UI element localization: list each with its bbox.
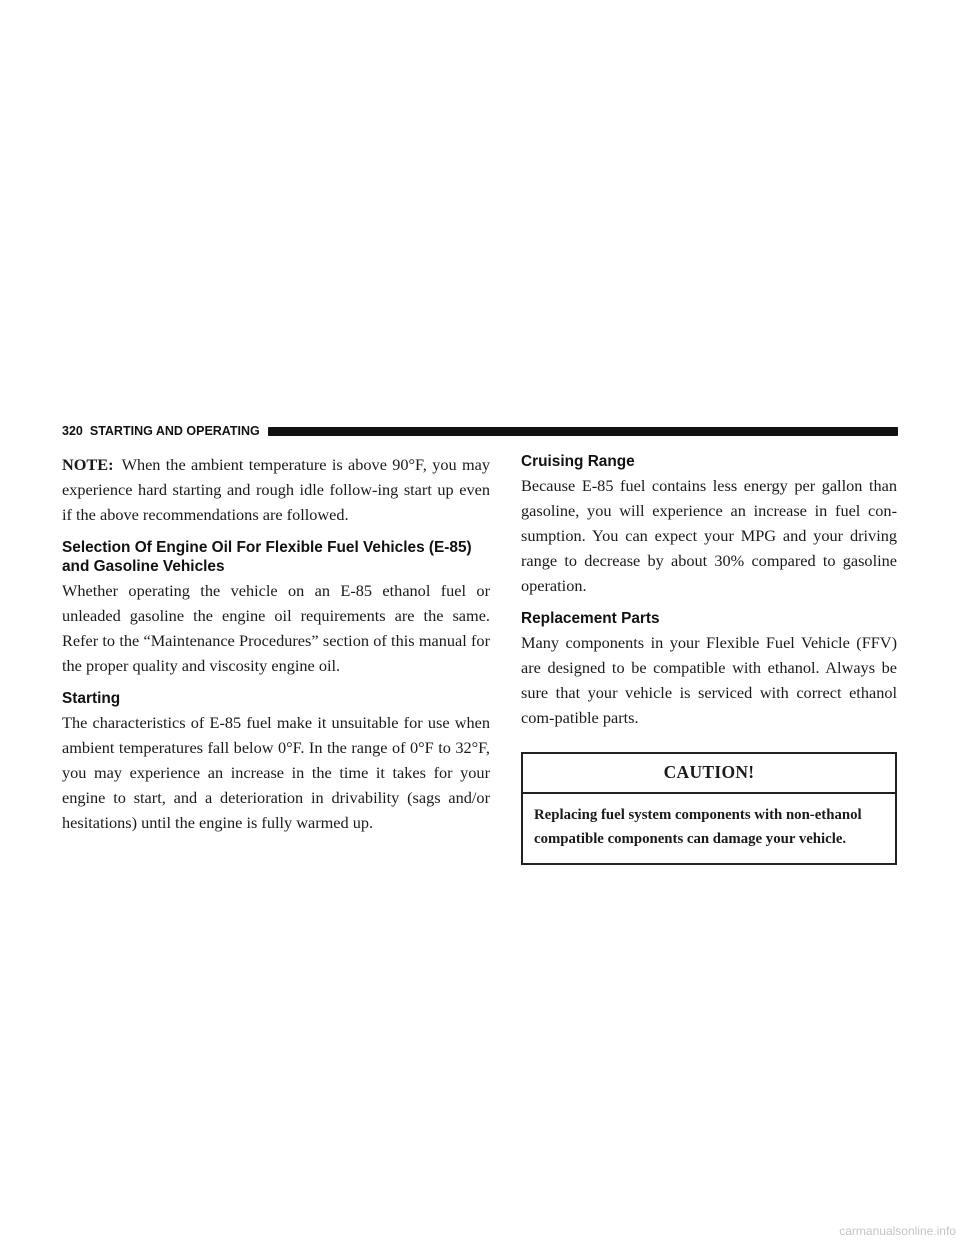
right-column bbox=[521, 452, 897, 865]
caution-title: CAUTION! bbox=[523, 754, 895, 794]
left-column bbox=[62, 452, 490, 846]
engine-oil-heading: Selection Of Engine Oil For Flexible Fuel Vehicles (E-85) and Gasoline Vehicles bbox=[62, 539, 472, 575]
replacement-parts-heading: Replacement Parts bbox=[521, 610, 660, 627]
note-label: NOTE: bbox=[62, 455, 114, 474]
watermark: carmanualsonline.info bbox=[839, 1224, 956, 1238]
page-header bbox=[62, 424, 898, 438]
section-title: STARTING AND OPERATING bbox=[89, 424, 260, 438]
starting-paragraph: The characteristics of E-85 fuel make it unsuitable for use when ambient temperatures fall below 0°F. In the range of 0°F to 32°F, you may experience an increase in the time it takes for your engine to start, and a deterioration in drivability (sags and/or hesitations) until the engine is fully warmed up. bbox=[62, 713, 490, 832]
note-paragraph bbox=[62, 452, 490, 527]
cruising-range-heading: Cruising Range bbox=[521, 453, 635, 470]
header-rule bbox=[268, 427, 898, 436]
cruising-range-paragraph: Because E-85 fuel contains less energy per gallon than gasoline, you will experience an increase in fuel con-sumption. You can expect your MPG and your driving range to decrease by about 30% compared to gasoline operation. bbox=[521, 476, 897, 595]
engine-oil-paragraph: Whether operating the vehicle on an E-85 ethanol fuel or unleaded gasoline the engine oil requirements are the same. Refer to the “Maintenance Procedures” section of this manual for the proper quality and viscosity engine oil. bbox=[62, 581, 490, 675]
caution-text: Replacing fuel system components with non-ethanol compatible components can damage your vehicle. bbox=[534, 807, 862, 847]
caution-box bbox=[521, 752, 897, 865]
replacement-parts-paragraph: Many components in your Flexible Fuel Vehicle (FFV) are designed to be compatible with ethanol. Always be sure that your vehicle is serviced with correct ethanol com-patible parts. bbox=[521, 633, 897, 727]
starting-heading: Starting bbox=[62, 690, 121, 707]
page-number: 320 bbox=[62, 424, 83, 438]
note-text: When the ambient temperature is above 90°F, you may experience hard starting and rough idle follow-ing start up even if the above recommendations are followed. bbox=[62, 455, 490, 524]
